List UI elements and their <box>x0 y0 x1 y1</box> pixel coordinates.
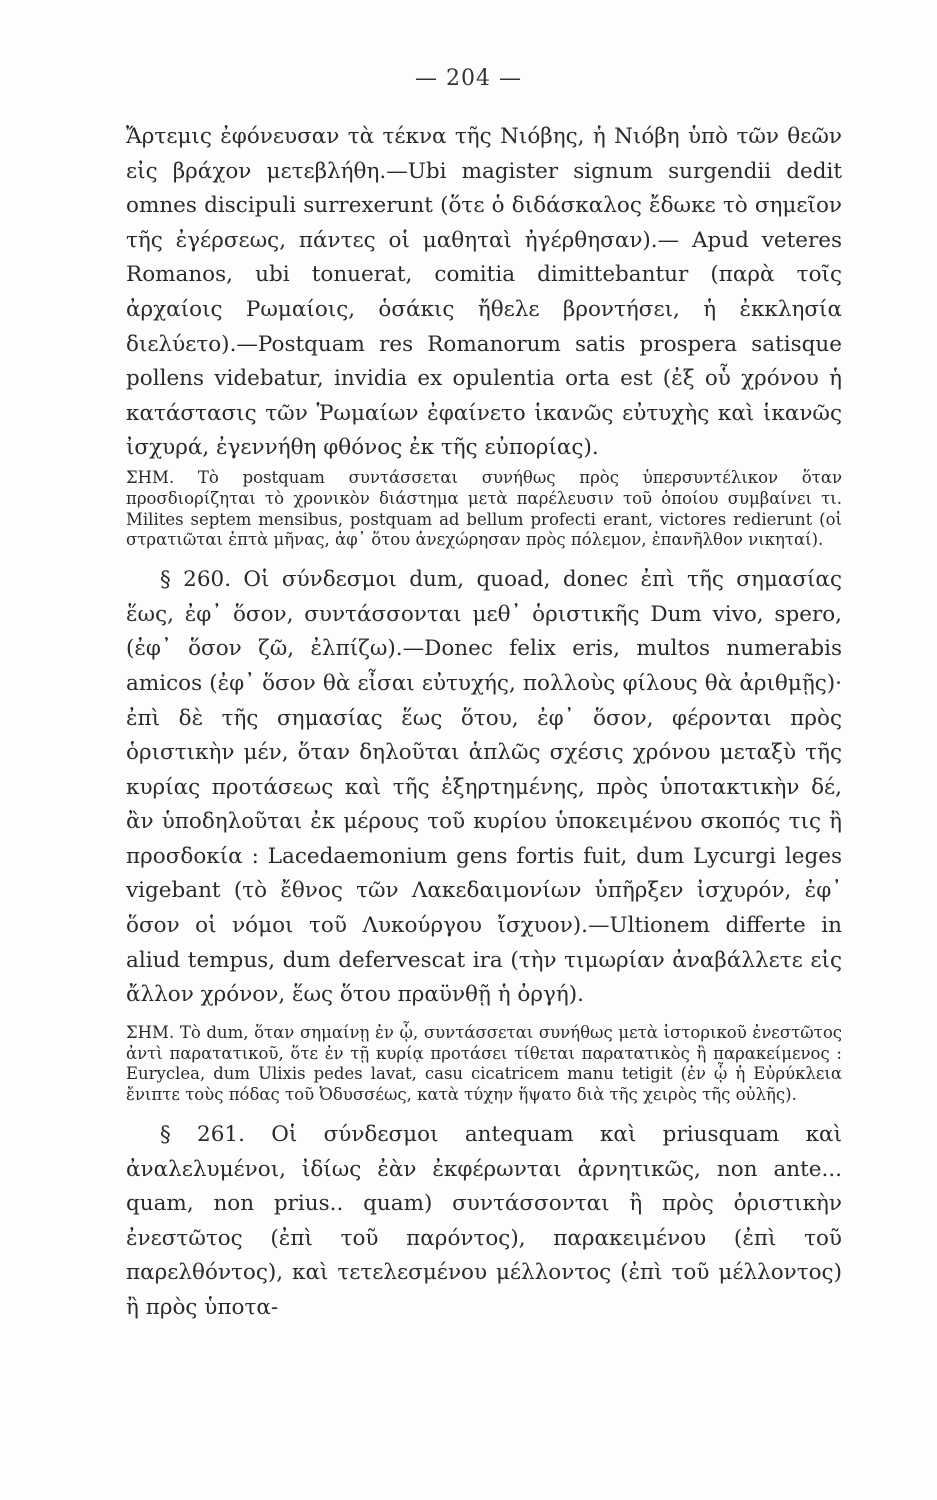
page-body <box>126 120 842 1326</box>
page-number: — 204 — <box>415 66 522 91</box>
paragraph-continuation: Ἄρτεμις ἐφόνευσαν τὰ τέκνα τῆς Νιόβης, ἡ Νιόβη ὑπὸ τῶν θεῶν εἰς βράχον μετεβλήθη.—Ubi magister signum surgendii dedit omnes discipuli surrexerunt (ὅτε ὁ διδάσκαλος ἔδωκε τὸ σημεῖον τῆς ἐγέρσεως, πάντες οἱ μαθηταὶ ἠγέρθησαν).— Apud veteres Romanos, ubi tonuerat, comitia dimittebantur (παρὰ τοῖς ἀρχαίοις Ρωμαίοις, ὁσάκις ἤθελε βροντήσει, ἡ ἐκκλησία διελύετο).—Postquam res Romanorum satis prospera satisque pollens videbatur, invidia ex opulentia orta est (ἐξ οὗ χρόνου ἡ κατάστασις τῶν Ῥωμαίων ἐφαίνετο ἱκανῶς εὐτυχὴς καὶ ἱκανῶς ἰσχυρά, ἐγεννήθη φθόνος ἐκ τῆς εὐπορίας). <box>126 124 842 461</box>
note-postquam: ΣΗΜ. Τὸ postquam συντάσσεται συνήθως πρὸς ὑπερσυντέλικον ὅταν προσδιορίζηται τὸ χρονικὸν διάστημα μετὰ παρέλευσιν τοῦ ὁποίου συμβαίνει τι. Milites septem mensibus, postquam ad bellum profecti erant, victores redierunt (οἱ στρατιῶται ἑπτὰ μῆνας, ἀφ᾽ ὅτου ἀνεχώρησαν πρὸς πόλεμον, ἐπανῆλθον νικηταί). <box>126 467 842 550</box>
section-261: § 261. Οἱ σύνδεσμοι antequam καὶ priusquam καὶ ἀναλελυμένοι, ἰδίως ἐὰν ἐκφέρωνται ἀρνητικῶς, non ante... quam, non prius.. quam) συντάσσονται ἢ πρὸς ὁριστικὴν ἐνεστῶτος (ἐπὶ τοῦ παρόντος), παρακειμένου (ἐπὶ τοῦ παρελθόντος), καὶ τετελεσμένου μέλλοντος (ἐπὶ τοῦ μέλλοντος) ἢ πρὸς ὑποτα- <box>126 1122 842 1320</box>
note-dum: ΣΗΜ. Τὸ dum, ὅταν σημαίνῃ ἐν ᾧ, συντάσσεται συνήθως μετὰ ἱστορικοῦ ἐνεστῶτος ἀντὶ παρατατικοῦ, ὅτε ἐν τῇ κυρίᾳ προτάσει τίθεται παρατατικὸς ἢ παρακείμενος : Euryclea, dum Ulixis pedes lavat, casu cicatricem manu tetigit (ἐν ᾧ ἡ Εὐρύκλεια ἔνιπτε τοὺς πόδας τοῦ Ὀδυσσέως, κατὰ τύχην ἥψατο διὰ τῆς χειρὸς τῆς οὐλῆς). <box>126 1022 842 1105</box>
section-260: § 260. Οἱ σύνδεσμοι dum, quoad, donec ἐπὶ τῆς σημασίας ἕως, ἐφ᾽ ὅσον, συντάσσονται μεθ᾽ ὁριστικῆς Dum vivo, spero, (ἐφ᾽ ὅσον ζῶ, ἐλπίζω).—Donec felix eris, multos numerabis amicos (ἐφ᾽ ὅσον θὰ εἶσαι εὐτυχής, πολλοὺς φίλους θὰ ἀριθμῇς)· ἐπὶ δὲ τῆς σημασίας ἕως ὅτου, ἐφ᾽ ὅσον, φέρονται πρὸς ὁριστικὴν μέν, ὅταν δηλοῦται ἁπλῶς σχέσις χρόνου μεταξὺ τῆς κυρίας προτάσεως καὶ τῆς ἐξηρτημένης, πρὸς ὑποτακτικὴν δέ, ἂν ὑποδηλοῦται ἐκ μέρους τοῦ κυρίου ὑποκειμένου σκοπός τις ἢ προσδοκία : Lacedaemonium gens fortis fuit, dum Lycurgi leges vigebant (τὸ ἔθνος τῶν Λακεδαιμονίων ὑπῆρξεν ἰσχυρόν, ἐφ᾽ ὅσον οἱ νόμοι τοῦ Λυκούργου ἴσχυον).—Ultionem differte in aliud tempus, dum defervescat ira (τὴν τιμωρίαν ἀναβάλλετε εἰς ἄλλον χρόνον, ἕως ὅτου πραϋνθῇ ἡ ὀργή). <box>126 567 842 1008</box>
